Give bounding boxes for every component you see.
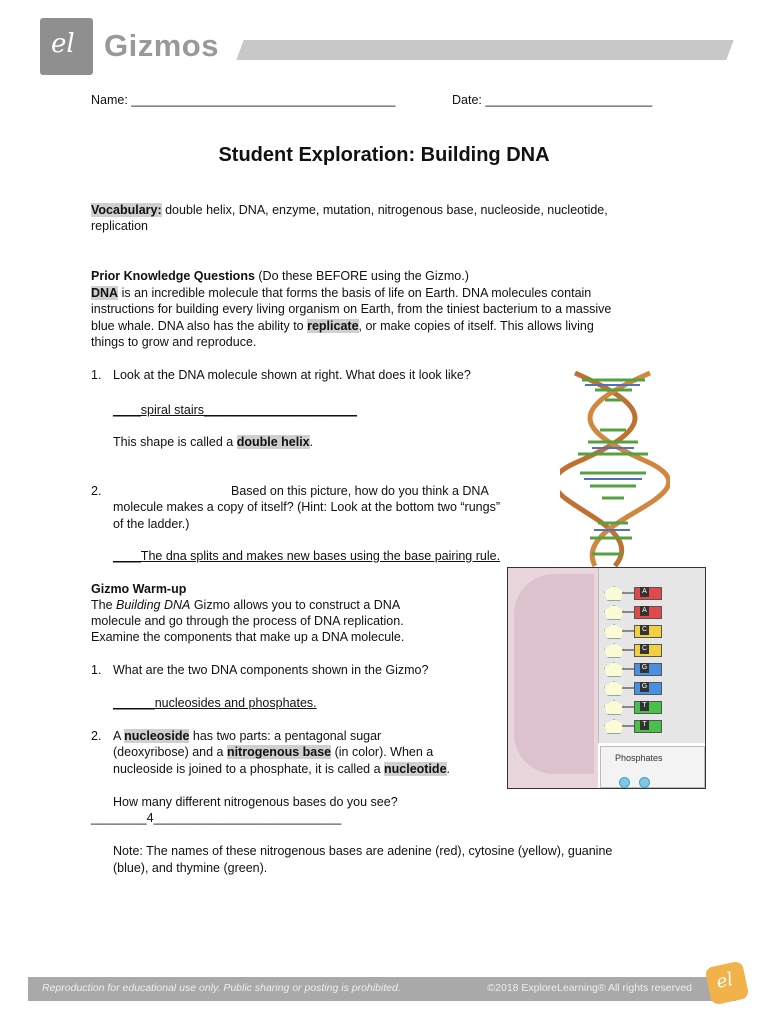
- footer-disclaimer: Reproduction for educational use only. Public sharing or posting is prohibited.: [42, 982, 401, 994]
- question-number: 1.: [91, 663, 102, 677]
- footer-copyright: ©2018 ExploreLearning® All rights reserved: [487, 982, 692, 994]
- phosphates-tray: [600, 746, 705, 788]
- prior-question-2-line-2: molecule makes a copy of itself? (Hint: Look at the bottom two “rungs”: [113, 500, 500, 514]
- vocabulary-line-2: replication: [91, 219, 148, 233]
- cell-nucleus: [514, 574, 594, 774]
- vocabulary-line-1: Vocabulary: double helix, DNA, enzyme, mutation, nitrogenous base, nucleoside, nucleotide,: [91, 203, 608, 217]
- sugar-pentagon-icon: [604, 605, 624, 620]
- double-helix-sentence: This shape is called a double helix.: [113, 435, 314, 449]
- prior-question-1: Look at the DNA molecule shown at right. What does it look like?: [113, 368, 471, 382]
- name-field[interactable]: Name: ______________________________________: [91, 93, 396, 107]
- sugar-pentagon-icon: [604, 662, 624, 677]
- sugar-pentagon-icon: [604, 643, 624, 658]
- prior-heading: Prior Knowledge Questions (Do these BEFORE using the Gizmo.): [91, 269, 469, 283]
- base-letter: C: [641, 626, 648, 633]
- warmup-note-1: Note: The names of these nitrogenous bases are adenine (red), cytosine (yellow), guanine: [113, 844, 613, 858]
- phosphates-label: Phosphates: [615, 753, 663, 763]
- nucleoside-item[interactable]: [604, 624, 684, 638]
- base-letter: A: [640, 587, 649, 597]
- vocabulary-label: Vocabulary:: [91, 203, 162, 217]
- nucleoside-item[interactable]: [604, 586, 684, 600]
- bond-line: [622, 725, 634, 727]
- page-title: Student Exploration: Building DNA: [218, 144, 550, 166]
- bond-line: [622, 706, 634, 708]
- header-bar: [236, 40, 733, 60]
- warmup-question-2-line-1: A nucleoside has two parts: a pentagonal sugar: [113, 729, 382, 743]
- bond-line: [622, 630, 634, 632]
- warmup-question-2-line-2: (deoxyribose) and a nitrogenous base (in color). When a: [113, 745, 434, 759]
- warmup-question-1: What are the two DNA components shown in the Gizmo?: [113, 663, 429, 677]
- sugar-pentagon-icon: [604, 624, 624, 639]
- base-letter: T: [640, 701, 649, 711]
- date-field[interactable]: Date: ________________________: [452, 93, 653, 107]
- nucleoside-item[interactable]: [604, 719, 684, 733]
- base-letter: G: [641, 683, 648, 690]
- base-letter: G: [641, 664, 648, 671]
- explorelearning-logo-icon: el: [704, 960, 749, 1005]
- bond-line: [622, 687, 634, 689]
- question-number: 1.: [91, 368, 102, 382]
- warmup-intro-3: Examine the components that make up a DNA molecule.: [91, 630, 405, 644]
- warmup-intro-2: molecule and go through the process of DNA replication.: [91, 614, 404, 628]
- question-number: 2.: [91, 484, 102, 498]
- nucleoside-item[interactable]: [604, 700, 684, 714]
- sugar-pentagon-icon: [604, 681, 624, 696]
- warmup-question-2-line-3: nucleoside is joined to a phosphate, it is called a nucleotide.: [113, 762, 451, 776]
- gizmos-logo: el: [40, 18, 93, 75]
- nucleoside-item[interactable]: [604, 681, 684, 695]
- nucleoside-item[interactable]: [604, 662, 684, 676]
- brand-name: Gizmos: [104, 28, 219, 63]
- bond-line: [622, 649, 634, 651]
- nucleoside-item[interactable]: [604, 605, 684, 619]
- warmup-heading: Gizmo Warm-up: [91, 582, 187, 596]
- warmup-intro-1: The Building DNA Gizmo allows you to construct a DNA: [91, 598, 401, 612]
- sugar-pentagon-icon: [604, 586, 624, 601]
- footer-bar: [28, 977, 736, 1001]
- base-letter: A: [640, 606, 649, 616]
- warmup-answer-1[interactable]: ______nucleosides and phosphates.: [113, 696, 317, 710]
- dna-helix-image: [560, 368, 670, 568]
- warmup-answer-3[interactable]: ________4___________________________: [91, 811, 342, 825]
- warmup-question-3: How many different nitrogenous bases do you see?: [113, 795, 398, 809]
- prior-paragraph-4: things to grow and reproduce.: [91, 335, 257, 349]
- prior-paragraph-3: blue whale. DNA also has the ability to replicate, or make copies of itself. This allows living: [91, 319, 594, 333]
- prior-question-2-line-3: of the ladder.): [113, 517, 190, 531]
- prior-paragraph-1: DNA is an incredible molecule that forms the basis of life on Earth. DNA molecules contain: [91, 286, 592, 300]
- prior-paragraph-2: instructions for building every living organism on Earth, from the tiniest bacterium to a massive: [91, 302, 612, 316]
- phosphate-icon[interactable]: [619, 777, 630, 788]
- prior-question-2-line-1: Based on this picture, how do you think a DNA: [231, 484, 489, 498]
- bond-line: [622, 611, 634, 613]
- base-letter: T: [640, 720, 649, 730]
- sugar-pentagon-icon: [604, 700, 624, 715]
- warmup-note-2: (blue), and thymine (green).: [113, 861, 268, 875]
- question-number: 2.: [91, 729, 102, 743]
- gizmo-screenshot: [507, 567, 706, 789]
- nucleoside-item[interactable]: [604, 643, 684, 657]
- base-letter: C: [641, 645, 648, 652]
- phosphate-icon[interactable]: [639, 777, 650, 788]
- prior-answer-2[interactable]: ____The dna splits and makes new bases using the base pairing rule.: [113, 549, 501, 563]
- sugar-pentagon-icon: [604, 719, 624, 734]
- bond-line: [622, 592, 634, 594]
- bond-line: [622, 668, 634, 670]
- prior-answer-1[interactable]: ____spiral stairs______________________: [113, 403, 357, 417]
